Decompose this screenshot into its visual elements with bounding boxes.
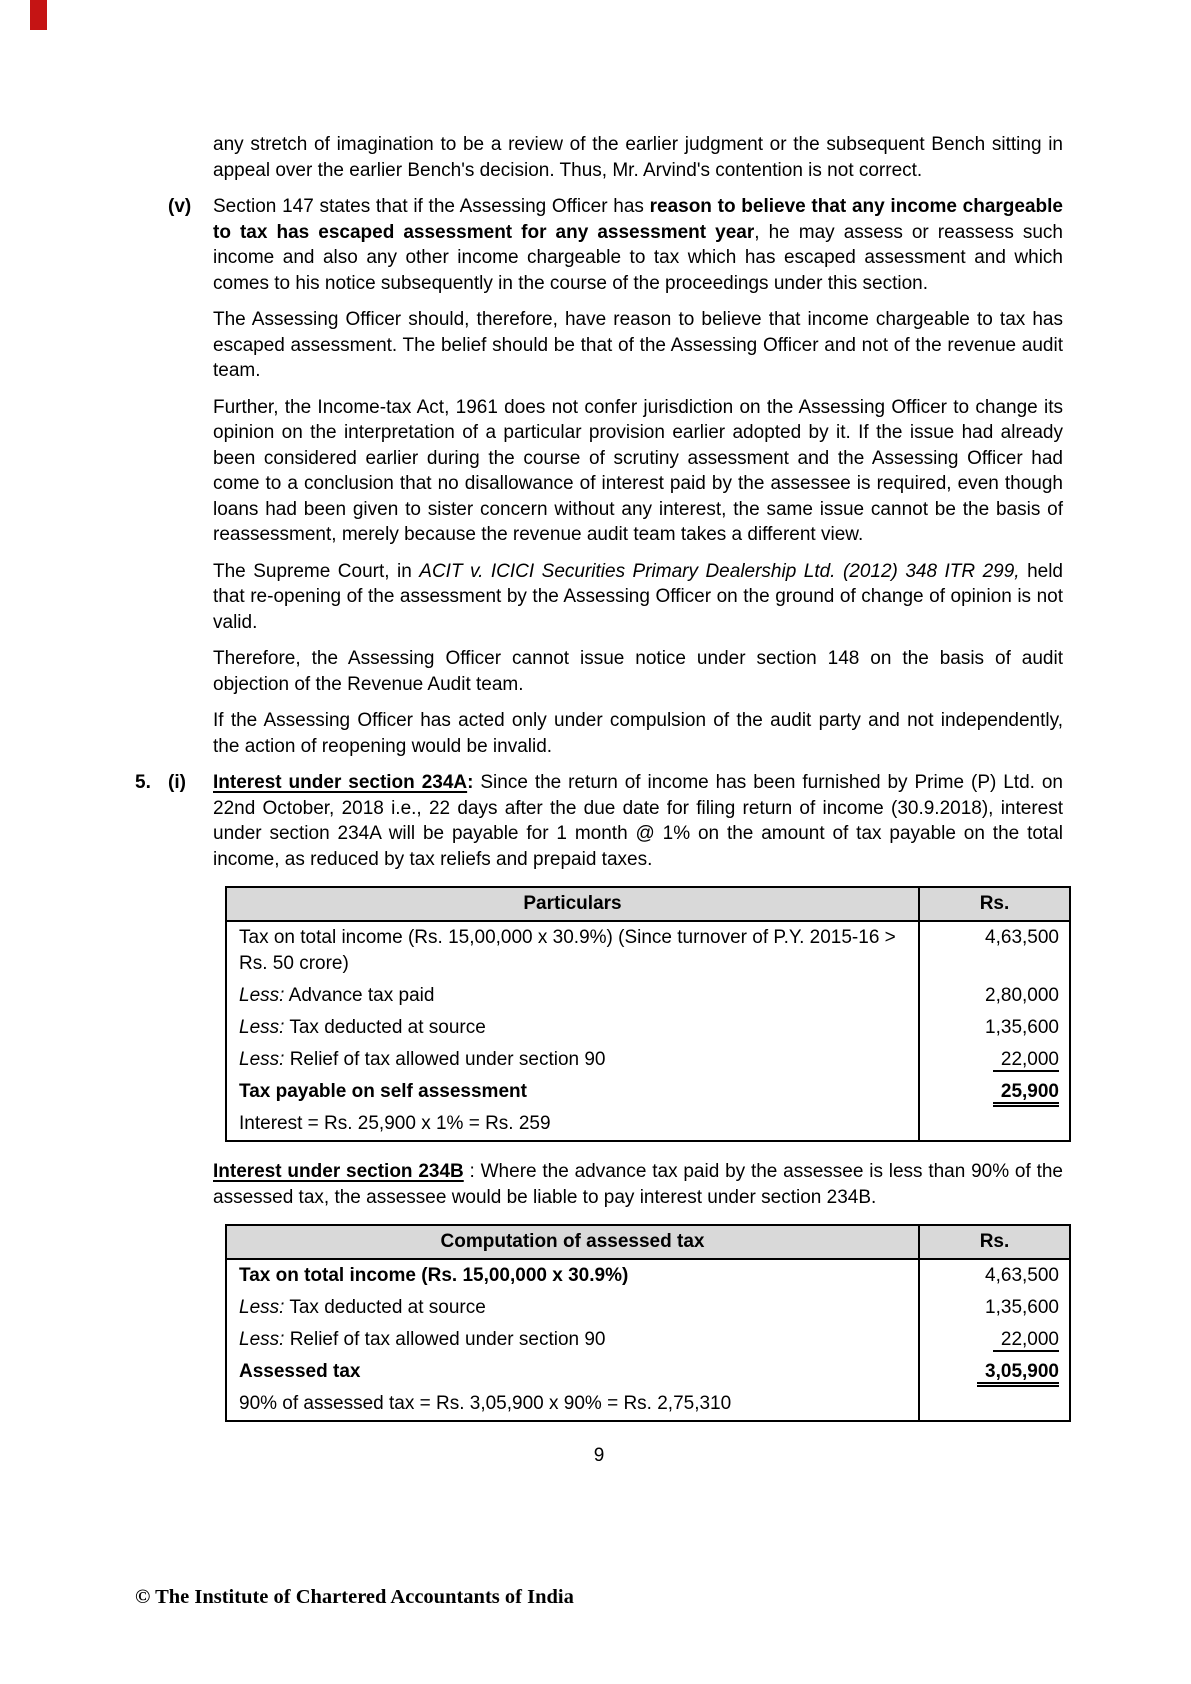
list-marker: (v) — [168, 196, 192, 217]
text-run: Less: — [239, 1297, 285, 1318]
text-run: 22,000 — [993, 1329, 1059, 1352]
table-row — [226, 1044, 1070, 1076]
table-row — [226, 921, 1070, 980]
text-run: Tax on total income (Rs. 15,00,000 x 30.9%) — [239, 1265, 629, 1286]
text-run: : Where the advance tax paid by the assessee is less than 90% of the assessed tax, the assessee would be liable to pay interest under section 234B. — [213, 1161, 1063, 1208]
amount-cell — [919, 1044, 1070, 1076]
amount-cell — [919, 1076, 1070, 1108]
amount-cell — [919, 1356, 1070, 1388]
table-row — [226, 1324, 1070, 1356]
copyright-footer: © The Institute of Chartered Accountants of India — [135, 1586, 574, 1608]
text-run: , he may assess or reassess such income and also any other income chargeable to tax which has escaped assessment and which comes to his notice subsequently in the course of the proceedings under this section. — [213, 221, 1064, 294]
text-run: Interest under section 234A — [213, 772, 468, 793]
particulars-cell — [226, 1388, 919, 1421]
text-run: Further, the Income-tax Act, 1961 does not confer jurisdiction on the Assessing Officer to change its opinion on the interpretation of a particular provision earlier adopted by it. If the issue had already been considered earlier during the course of scrutiny assessment and the Assessing Officer had come to a conclusion that no disallowance of interest paid by the assessee is required, even though loans had been given to sister concern without any interest, the same issue cannot be the basis of reassessment, merely because the revenue audit team takes a different view. — [213, 396, 1063, 545]
particulars-cell — [226, 1324, 919, 1356]
particulars-cell — [226, 1076, 919, 1108]
table-header-row — [226, 887, 1070, 921]
particulars-cell — [226, 1292, 919, 1324]
list-marker: (i) — [168, 772, 186, 793]
table-row — [226, 1356, 1070, 1388]
text-run: held that re-opening of the assessment by the Assessing Officer on the ground of change of opinion is not valid. — [213, 560, 1063, 633]
table-row — [226, 1292, 1070, 1324]
table-header-row — [226, 1225, 1070, 1259]
text-run: 4,63,500 — [985, 927, 1059, 948]
item-5-i-interest-234a — [135, 770, 1063, 872]
text-run: 90% of assessed tax = Rs. 3,05,900 x 90% = Rs. 2,75,310 — [239, 1393, 732, 1414]
text-run: Less: — [239, 985, 285, 1006]
particulars-cell — [226, 980, 919, 1012]
interest-234a-table — [225, 886, 1071, 1142]
table-row — [226, 1108, 1070, 1141]
text-run: If the Assessing Officer has acted only under compulsion of the audit party and not independently, the action of reopening would be invalid. — [213, 710, 1063, 757]
amount-cell — [919, 1108, 1070, 1141]
particulars-cell — [226, 1012, 919, 1044]
text-run: : — [467, 772, 474, 793]
text-run: The Supreme Court, in — [213, 560, 420, 582]
paragraph-interest-234b — [213, 1159, 1063, 1210]
text-run: Interest under section 234B — [213, 1161, 464, 1182]
text-run: Tax deducted at source — [284, 1297, 486, 1318]
column-header: Particulars — [226, 887, 919, 921]
text-run: Tax deducted at source — [284, 1017, 486, 1038]
amount-cell — [919, 1292, 1070, 1324]
text-run: ACIT v. ICICI Securities Primary Dealership Ltd. (2012) 348 ITR 299, — [419, 560, 1020, 582]
text-run: Section 147 states that if the Assessing Officer has — [213, 196, 650, 217]
text-run: 4,63,500 — [985, 1265, 1059, 1286]
particulars-cell — [226, 921, 919, 980]
text-run: Assessed tax — [239, 1361, 361, 1382]
text-run: Less: — [239, 1049, 285, 1070]
assessed-tax-table — [225, 1224, 1071, 1422]
text-run: 25,900 — [993, 1081, 1059, 1107]
paragraph-bench-review — [213, 132, 1063, 183]
text-run: 1,35,600 — [985, 1297, 1059, 1318]
particulars-cell — [226, 1259, 919, 1292]
text-run: 2,80,000 — [985, 985, 1059, 1006]
text-run: The Assessing Officer should, therefore, have reason to believe that income chargeable to tax has escaped assessment. The belief should be that of the Assessing Officer and not of the revenue audit team. — [213, 309, 1063, 381]
text-run: Since the return of income has been furnished by Prime (P) Ltd. on 22nd October, 2018 i.e., 22 days after the due date for filing return of income (30.9.2018), interest under section 234A will be payable for 1 month @ 1% on the amount of tax payable on the total income, as reduced by tax reliefs and prepaid taxes. — [213, 772, 1063, 870]
amount-cell — [919, 1012, 1070, 1044]
text-run: Relief of tax allowed under section 90 — [284, 1049, 606, 1070]
particulars-cell — [226, 1044, 919, 1076]
amount-cell — [919, 921, 1070, 980]
particulars-cell — [226, 1356, 919, 1388]
column-header: Rs. — [919, 887, 1070, 921]
text-run: Less: — [239, 1329, 285, 1350]
table-row — [226, 980, 1070, 1012]
column-header: Rs. — [919, 1225, 1070, 1259]
amount-cell — [919, 1259, 1070, 1292]
paragraph-assessing-officer-belief — [213, 307, 1063, 384]
text-run: Less: — [239, 1017, 285, 1038]
text-run: reason to believe that any income chargeable to tax has escaped assessment for any assessment year — [213, 196, 1063, 243]
text-run: any stretch of imagination to be a review of the earlier judgment or the subsequent Bench sitting in appeal over the earlier Bench's decision. Thus, Mr. Arvind's contention is not correct. — [213, 134, 1063, 181]
text-run: Tax on total income (Rs. 15,00,000 x 30.9%) (Since turnover of P.Y. 2015-16 > Rs. 50 crore) — [239, 927, 896, 974]
text-run: Tax payable on self assessment — [239, 1081, 527, 1102]
text-run: 1,35,600 — [985, 1017, 1059, 1038]
paragraph-further-income-tax-act — [213, 395, 1063, 548]
table-row — [226, 1388, 1070, 1421]
table-row — [226, 1259, 1070, 1292]
table-row — [226, 1076, 1070, 1108]
particulars-cell — [226, 1108, 919, 1141]
item-v-section-147 — [168, 194, 1064, 296]
page-number: 9 — [593, 1445, 605, 1466]
red-corner-marker — [30, 0, 47, 30]
text-run: 22,000 — [993, 1049, 1059, 1072]
content — [135, 132, 1063, 1439]
text-run: Interest = Rs. 25,900 x 1% = Rs. 259 — [239, 1113, 551, 1134]
amount-cell — [919, 1324, 1070, 1356]
text-run: Advance tax paid — [284, 985, 435, 1006]
text-run: Relief of tax allowed under section 90 — [284, 1329, 606, 1350]
paragraph-compulsion-invalid — [213, 708, 1063, 759]
column-header: Computation of assessed tax — [226, 1225, 919, 1259]
paragraph-therefore-notice-148 — [213, 646, 1063, 697]
paragraph-supreme-court-case — [213, 559, 1063, 636]
text-run: 3,05,900 — [977, 1361, 1059, 1387]
text-run: Therefore, the Assessing Officer cannot issue notice under section 148 on the basis of audit objection of the Revenue Audit team. — [213, 648, 1063, 695]
amount-cell — [919, 980, 1070, 1012]
list-marker: 5. — [135, 772, 151, 793]
table-row — [226, 1012, 1070, 1044]
amount-cell — [919, 1388, 1070, 1421]
